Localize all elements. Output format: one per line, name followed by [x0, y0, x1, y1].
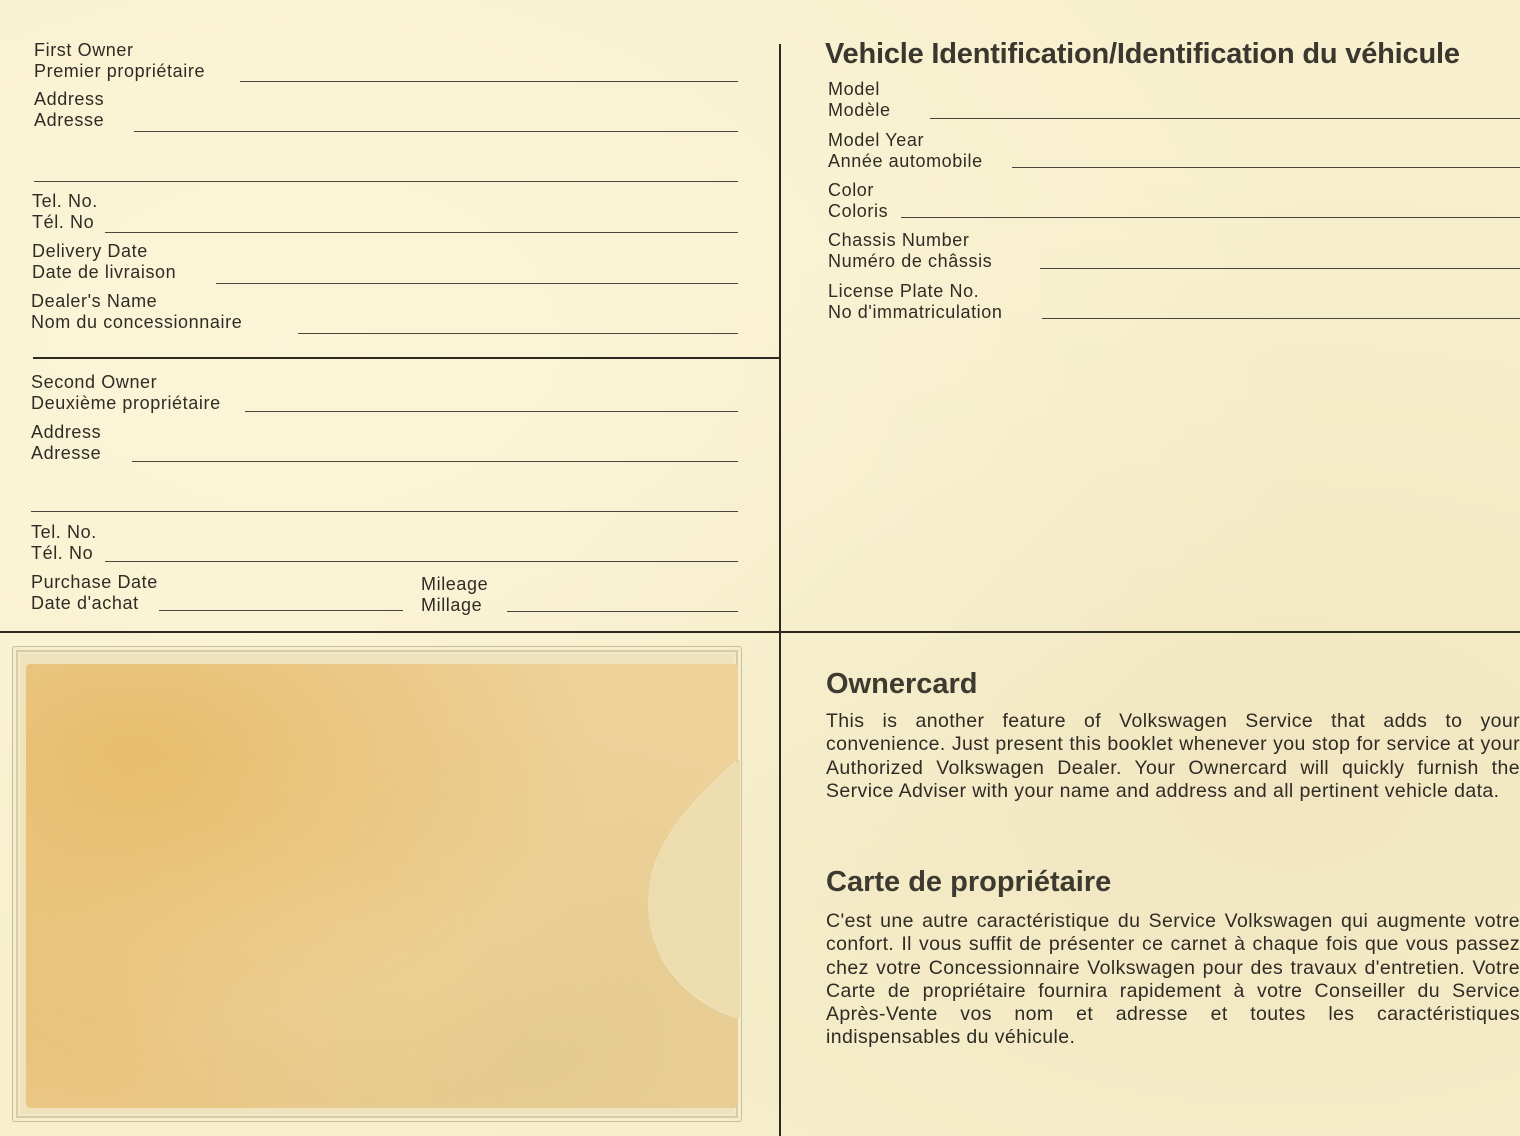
first-owner-name-field[interactable] — [240, 81, 738, 82]
color-field[interactable] — [901, 217, 1520, 218]
carte-proprietaire-text: C'est une autre caractéristique du Service Volkswagen qui augmente votre confort. Il vous suffit de présenter ce carnet à chaque fois que vous passez chez votre Concessionnaire Volkswagen pour des travaux d'entretien. Votre Carte de propriétaire fournira rapidement à votre Conseiller du Service Après-Vente vos nom et adresse et toutes les caractéristiques indispensables du véhicule. — [826, 910, 1520, 1049]
second-owner-tel-label-fr: Tél. No — [31, 543, 94, 563]
first-owner-address-field[interactable] — [134, 131, 738, 132]
first-owner-divider — [33, 357, 781, 359]
lower-divider — [0, 631, 1520, 633]
first-owner-address-field-line2[interactable] — [34, 181, 738, 182]
dealer-name-label-fr: Nom du concessionnaire — [31, 312, 243, 332]
second-owner-address-field[interactable] — [132, 461, 738, 462]
color-label-fr: Coloris — [828, 201, 889, 221]
second-owner-address-label-fr: Adresse — [31, 443, 102, 463]
mileage-label-en: Mileage — [421, 574, 489, 594]
ownercard-text: This is another feature of Volkswagen Service that adds to your convenience. Just present this booklet whenever you stop for service at your Authorized Volkswagen Dealer. Your Ownercard will quickly furnish the Service Adviser with your name and address and all pertinent vehicle data. — [826, 710, 1520, 802]
purchase-date-label-en: Purchase Date — [31, 572, 158, 592]
license-plate-label-en: License Plate No. — [828, 281, 980, 301]
delivery-date-field[interactable] — [216, 283, 738, 284]
license-plate-label-fr: No d'immatriculation — [828, 302, 1003, 322]
dealer-name-label-en: Dealer's Name — [31, 291, 158, 311]
license-plate-field[interactable] — [1042, 318, 1520, 319]
model-field[interactable] — [930, 118, 1520, 119]
second-owner-tel-label-en: Tel. No. — [31, 522, 97, 542]
vehicle-identification-title: Vehicle Identification/Identification du véhicule — [825, 38, 1460, 70]
model-year-field[interactable] — [1012, 167, 1520, 168]
second-owner-address-field-line2[interactable] — [31, 511, 738, 512]
first-owner-tel-label-fr: Tél. No — [32, 212, 95, 232]
first-owner-label-fr: Premier propriétaire — [34, 61, 206, 81]
mileage-field[interactable] — [507, 611, 738, 612]
purchase-date-field[interactable] — [159, 610, 403, 611]
chassis-number-label-en: Chassis Number — [828, 230, 970, 250]
first-owner-address-label-en: Address — [34, 89, 105, 109]
first-owner-tel-label-en: Tel. No. — [32, 191, 98, 211]
first-owner-address-label-fr: Adresse — [34, 110, 105, 130]
carte-proprietaire-title: Carte de propriétaire — [826, 866, 1112, 898]
second-owner-label-fr: Deuxième propriétaire — [31, 393, 221, 413]
delivery-date-label-fr: Date de livraison — [32, 262, 177, 282]
purchase-date-label-fr: Date d'achat — [31, 593, 139, 613]
color-label-en: Color — [828, 180, 875, 200]
first-owner-tel-field[interactable] — [105, 232, 738, 233]
model-year-label-fr: Année automobile — [828, 151, 983, 171]
second-owner-address-label-en: Address — [31, 422, 102, 442]
second-owner-name-field[interactable] — [245, 411, 738, 412]
chassis-number-label-fr: Numéro de châssis — [828, 251, 993, 271]
second-owner-tel-field[interactable] — [105, 561, 738, 562]
model-year-label-en: Model Year — [828, 130, 925, 150]
card-pocket[interactable] — [26, 664, 738, 1108]
delivery-date-label-en: Delivery Date — [32, 241, 148, 261]
model-label-fr: Modèle — [828, 100, 891, 120]
chassis-number-field[interactable] — [1040, 268, 1520, 269]
dealer-name-field[interactable] — [298, 333, 738, 334]
ownercard-title: Ownercard — [826, 668, 978, 700]
second-owner-label-en: Second Owner — [31, 372, 158, 392]
mileage-label-fr: Millage — [421, 595, 483, 615]
vertical-divider — [779, 44, 781, 1136]
first-owner-label-en: First Owner — [34, 40, 134, 60]
model-label-en: Model — [828, 79, 881, 99]
